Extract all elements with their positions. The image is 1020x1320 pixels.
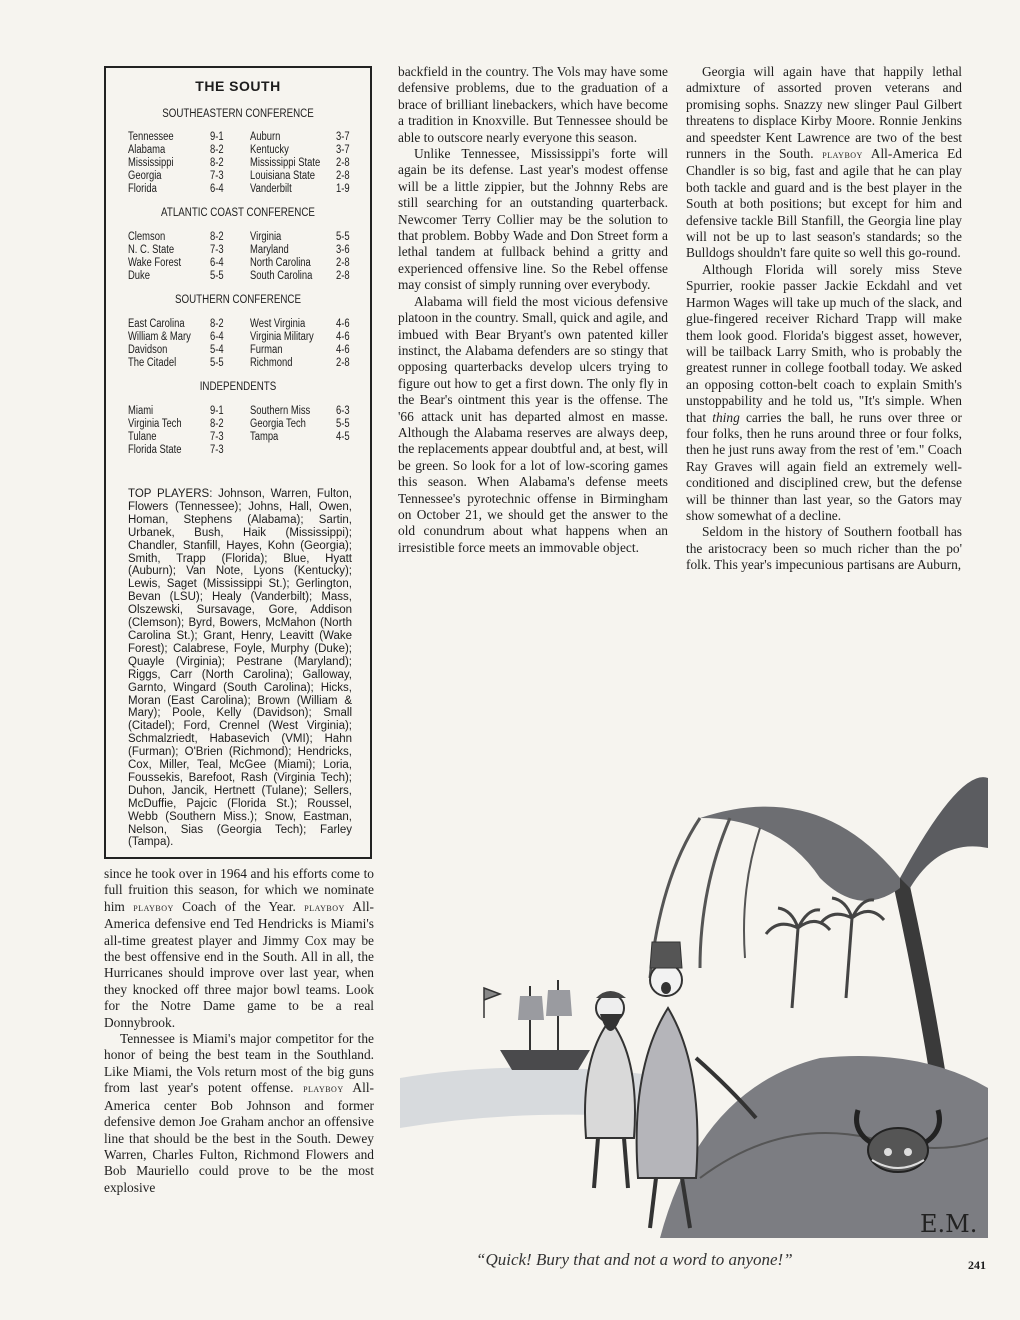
standings-box xyxy=(104,66,372,859)
standings-row: Georgia 7-3 Louisiana State 2-8 xyxy=(128,170,350,182)
standings-row: N. C. State 7-3 Maryland 3-6 xyxy=(128,244,350,256)
article-column-1 xyxy=(104,866,374,1196)
standings-row: The Citadel 5-5 Richmond 2-8 xyxy=(128,357,350,369)
paragraph: since he took over in 1964 and his efforts come to full fruition this season, for which we nominate him playboy Coach of the Year. playboy All-America defensive end Ted Hendricks is Miami's all-time greatest player and Jimmy Cox may be the best offensive end in the South. All in all, the Hurricanes should improve over last year, when they knocked off three major bowl teams. Look for the Notre Dame game to be a real Donnybrook. xyxy=(104,866,374,1030)
conference-heading: INDEPENDENTS xyxy=(199,381,277,393)
paragraph: Tennessee is Miami's major competitor for the honor of being the best team in the Southland. Like Miami, the Vols return most of the big guns from last year's potent offense. playboy All-America center Bob Johnson and former defensive demon Joe Graham anchor an offensive line that should be the best in the South. Dewey Warren, Charles Fulton, Richmond Flowers and Bob Mauriello could prove to be the most explosive xyxy=(104,1031,374,1195)
paragraph: Unlike Tennessee, Mississippi's forte will again be its defense. Last year's modest offense will be a little zippier, but the Johnny Rebs are still searching for an outstanding quarterback. Newcomer Terry Collier may be the solution to that problem. Bobby Wade and Don Street form a lethal tandem at fullback behind a gritty and experienced offensive line. So the Rebel offense may consist of simply running over everybody. xyxy=(398,146,668,293)
standings-row: Mississippi 8-2 Mississippi State 2-8 xyxy=(128,157,350,169)
standings-row: Virginia Tech 8-2 Georgia Tech 5-5 xyxy=(128,418,350,430)
standings-row: William & Mary 6-4 Virginia Military 4-6 xyxy=(128,331,350,343)
paragraph: Georgia will again have that happily lethal admixture of assorted proven veterans and promising sophs. Snazzy new slinger Paul Gilbert threatens to displace Kirby Moore. Ronnie Jenkins and speedster Kent Lawrence are two of the best runners in the South. playboy All-America Ed Chandler is so big, fast and agile that he can play both tackle and guard and is the best player in the South at both positions; but except for him and defensive tackle Bill Stanfill, the Georgia line play will not be up to last season's standards; so the Bulldogs shouldn't fare quite so well this go-round. xyxy=(686,64,962,261)
cartoon-caption: “Quick! Bury that and not a word to anyone!” xyxy=(476,1250,793,1269)
paragraph: Although Florida will sorely miss Steve Spurrier, rookie passer Jackie Eckdahl and vet Harmon Wages will take up much of the slack, and glue-fingered receiver Richard Trapp will make them look good. Florida's biggest asset, however, will be tailback Larry Smith, who is probably the greatest runner in college football today. We asked an opposing cotton-belt coach to explain Smith's unstoppability and he told us, "It's simple. When that thing carries the ball, he runs over three or four folks, then he runs around three or four folks, then he just runs away from the rest of 'em." Coach Ray Graves will again field an extremely well-conditioned and disciplined crew, but the defense will be thinner than last year, so the Gators may show somewhat of a decline. xyxy=(686,261,962,523)
top-players: TOP PLAYERS: Johnson, Warren, Fulton, Flowers (Tennessee); Johns, Hall, Owen, Homan, Stephens (Alabama); Sartin, Urbanek, Bush, Haik (Mississippi); Chandler, Stanfill, Hayes, Kohn (Georgia); Smith, Trapp (Florida); Blue, Hyatt (Auburn); Van Note, Lyons (Kentucky); Lewis, Saget (Mississippi St.); Gerlington, Bevan (LSU); Healy (Vanderbilt); Mass, Olszewski, Sursavage, Gore, Addison (Clemson); Byrd, Bowers, McMahon (North Carolina St.); Grant, Henry, Leavitt (Wake Forest); Calabrese, Foyle, Murphy (Duke); Quayle (Virginia); Pestrane (Maryland); Riggs, Carr (North Carolina); Galloway, Garnto, Wingard (South Carolina); Hicks, Moran (East Carolina); Brown (William & Mary); Poole, Kelly (Davidson); Small (Citadel); Ford, Crennel (West Virginia); Schmalzriedt, Habasevich (VMI); Hahn (Furman); O'Brien (Richmond); Hendricks, Cox, Miller, Teal, McGee (Miami); Loria, Foussekis, Barefoot, Rash (Virginia Tech); Duhon, Jancik, Hertnett (Tulane); Sellers, McDuffie, Pajcic (Florida St.); Roussel, Webb (Southern Miss.); Snow, Eastman, Nelson, Sias (Georgia Tech); Farley (Tampa). xyxy=(128,488,352,849)
cartoon-signature: E.M. xyxy=(920,1210,978,1238)
conference-heading: SOUTHERN CONFERENCE xyxy=(174,294,301,306)
conference-heading: ATLANTIC COAST CONFERENCE xyxy=(161,207,315,219)
standings-row: Tulane 7-3 Tampa 4-5 xyxy=(128,431,350,443)
standings-row: East Carolina 8-2 West Virginia 4-6 xyxy=(128,318,350,330)
standings-row: Wake Forest 6-4 North Carolina 2-8 xyxy=(128,257,350,269)
standings-row: Tennessee 9-1 Auburn 3-7 xyxy=(128,131,350,143)
standings-row: Miami 9-1 Southern Miss 6-3 xyxy=(128,405,350,417)
standings-row: Clemson 8-2 Virginia 5-5 xyxy=(128,231,350,243)
standings-row: Florida State 7-3 xyxy=(128,444,224,456)
standings-row: Davidson 5-4 Furman 4-6 xyxy=(128,344,350,356)
article-column-2 xyxy=(398,64,668,556)
paragraph: Seldom in the history of Southern football has the aristocracy been so much richer than the po' folk. This year's impecunious partisans are Auburn, xyxy=(686,524,962,573)
standings-title: THE SOUTH xyxy=(195,78,281,94)
paragraph: Alabama will field the most vicious defensive platoon in the country. Small, quick and agile, and imbued with Bear Bryant's own patented killer instinct, the Alabama defenders are so stingy that opposing quarterbacks develop ulcers trying to figure out how to get a first down. The only fly in the Bear's ointment this year is the offense. The '66 attack unit has departed almost en masse. Although the Alabama reserves are always deep, the replacements appear doubtful and, at best, will be green. So look for a lot of low-scoring games this season. When Alabama's defense meets Tennessee's pyrotechnic offense in Birmingham on October 21, we should get the answer to the old conundrum about what happens when an irresistible force meets an immovable object. xyxy=(398,293,668,555)
standings-row: Alabama 8-2 Kentucky 3-7 xyxy=(128,144,350,156)
cartoon-illustration xyxy=(400,758,988,1238)
standings-row: Duke 5-5 South Carolina 2-8 xyxy=(128,270,350,282)
page-number: 241 xyxy=(968,1258,986,1272)
article-column-3 xyxy=(686,64,962,574)
conference-heading: SOUTHEASTERN CONFERENCE xyxy=(162,108,314,120)
standings-row: Florida 6-4 Vanderbilt 1-9 xyxy=(128,183,350,195)
paragraph: backfield in the country. The Vols may have some defensive problems, due to the graduation of a brace of brilliant linebackers, which have become a tradition in Knoxville. But Tennessee should be able to outscore nearly everyone this season. xyxy=(398,64,668,145)
